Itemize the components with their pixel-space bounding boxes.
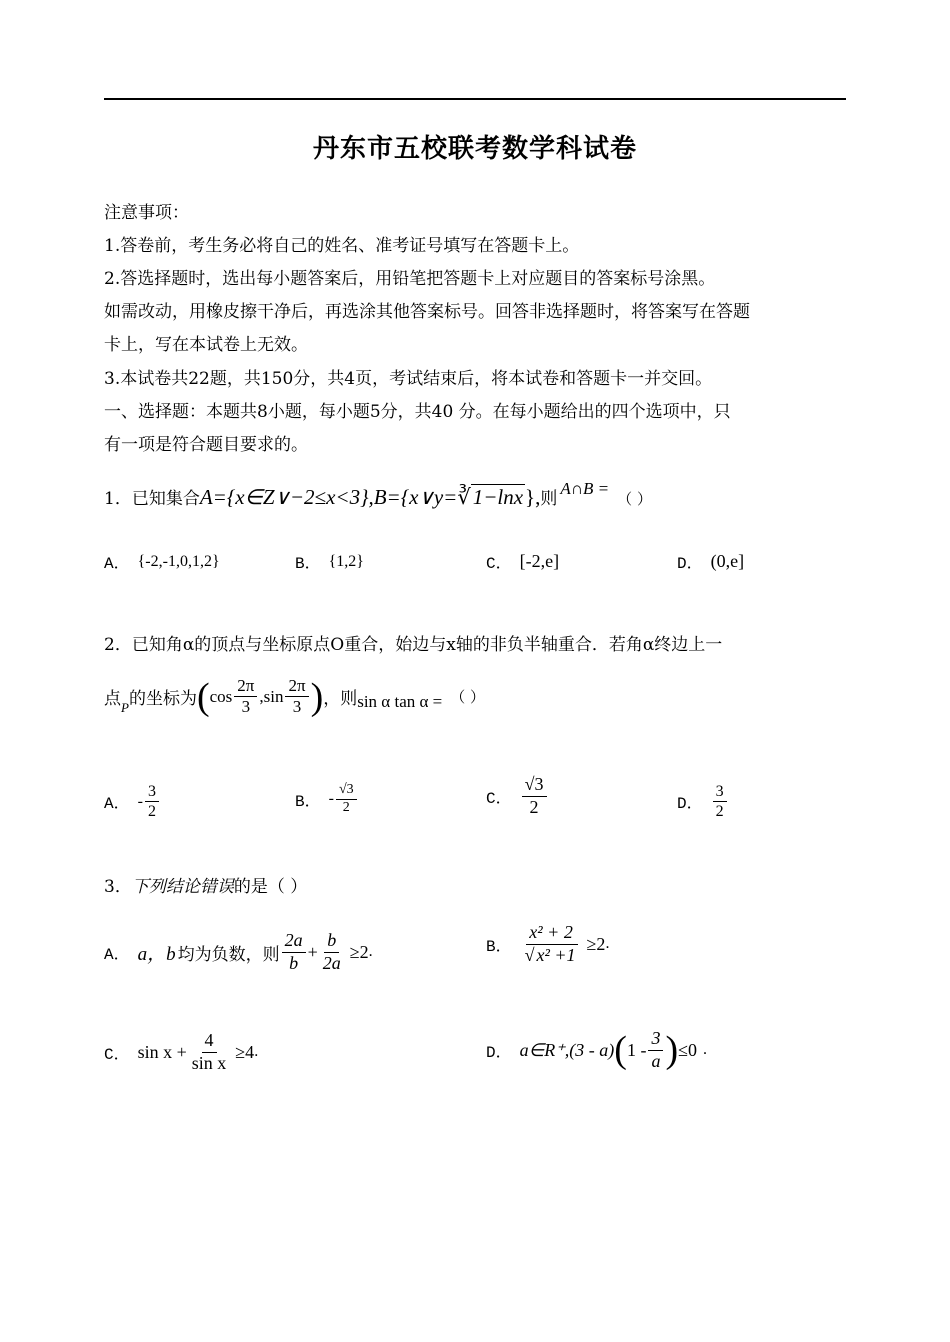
q1-option-d[interactable]: [677, 550, 744, 573]
q3d-inner: 1 -: [626, 1039, 647, 1060]
option-label: D．: [677, 555, 703, 573]
question-2-line-2: [104, 676, 485, 718]
frac-num: 3: [648, 1028, 663, 1051]
q1-root-content: 1−lnx: [472, 485, 524, 509]
frac-num: 2π: [234, 676, 257, 697]
q2-expr: sin α tan α =: [357, 691, 443, 711]
q3-stem: 下列结论错误: [131, 877, 234, 897]
q3-suffix: 的是（ ）: [233, 877, 308, 897]
frac-num: √3: [522, 774, 547, 797]
page-title: 丹东市五校联考数学科试卷: [312, 134, 637, 164]
option-label: A．: [104, 795, 130, 814]
q2-p-text: 的坐标为: [128, 689, 197, 710]
q3a-vars: a，b: [137, 943, 176, 965]
option-label: B．: [295, 555, 321, 573]
q2-frac-1: [234, 676, 257, 718]
question-1: [104, 479, 652, 510]
q3b-frac: [522, 922, 581, 966]
q1-option-c[interactable]: [486, 550, 559, 573]
q1-set-b: ,B={x∨y=: [368, 485, 458, 509]
q1-root-sign: ∛: [457, 485, 471, 509]
frac-den: 2a: [322, 952, 341, 973]
q3c-pre: sin x +: [137, 1041, 187, 1062]
question-3: [104, 872, 307, 897]
q2-p-var: P: [121, 699, 129, 715]
q3a-frac-2: [320, 930, 344, 974]
sqrt-sign: √: [524, 944, 535, 965]
q1-then: 则: [540, 489, 558, 509]
q2-answer-paren: （ ）: [450, 688, 486, 707]
frac-num: √3: [336, 782, 357, 800]
q2-option-d[interactable]: [677, 782, 729, 821]
frac-den: b: [289, 952, 299, 973]
q2-sin: ,sin: [259, 686, 284, 706]
q3a-ge: ≥2: [349, 941, 369, 962]
q3-option-b[interactable]: [486, 922, 609, 966]
q3c-frac: [189, 1030, 230, 1074]
option-label: B．: [295, 792, 321, 811]
q3d-left-paren: (: [614, 1029, 627, 1072]
option-text: (0,e]: [710, 551, 745, 571]
q3a-end: .: [368, 943, 373, 961]
option-sign: -: [328, 790, 334, 808]
q1-close: },: [525, 485, 541, 509]
frac-den: sin x: [191, 1052, 227, 1073]
frac-num: 2a: [282, 930, 306, 953]
note-3: 3.本试卷共22题，共150分，共4页，考试结束后，将本试卷和答题卡一并交回。: [104, 369, 713, 389]
q2-frac-2: [285, 676, 308, 718]
notes-heading: 注意事项：: [104, 203, 189, 223]
q2-option-c[interactable]: [486, 774, 549, 818]
option-sign: -: [137, 792, 143, 810]
frac-num: x² + 2: [526, 922, 576, 945]
q3d-right-paren: ): [665, 1029, 679, 1072]
section-1-intro: 一、选择题：本题共8小题，每小题5分，共40 分。在每小题给出的四个选项中，只: [104, 402, 731, 422]
q2-p-prefix: 点: [104, 689, 121, 710]
note-1: 1.答卷前，考生务必将自己的姓名、准考证号填写在答题卡上。: [104, 236, 580, 256]
q2-then: ，则: [323, 689, 358, 710]
frac-num: 4: [202, 1030, 217, 1053]
q1-option-a[interactable]: [104, 550, 220, 573]
q1-expr: A∩B =: [560, 479, 610, 498]
note-2: 2.答选择题时，选出每小题答案后，用铅笔把答题卡上对应题目的答案标号涂黑。: [104, 269, 716, 289]
option-text: [-2,e]: [519, 551, 560, 571]
option-label: D．: [486, 1043, 512, 1062]
section-1-intro-cont: 有一项是符合题目要求的。: [104, 435, 308, 455]
q3d-le: ≤0: [678, 1039, 697, 1060]
q2-left-paren: (: [196, 675, 210, 718]
q2-option-a[interactable]: [104, 782, 161, 821]
q3b-ge: ≥2: [586, 933, 606, 954]
q1-option-b[interactable]: [295, 550, 364, 573]
frac-num: 3: [713, 782, 727, 802]
option-label: A．: [104, 945, 130, 964]
q3c-end: .: [254, 1043, 259, 1061]
q3-prefix: 3．: [104, 877, 132, 897]
q3a-text: 均为负数，则: [177, 944, 280, 965]
frac-den: [522, 945, 581, 967]
q3c-ge: ≥4: [235, 1041, 255, 1062]
sqrt-content: x² +1: [536, 944, 576, 965]
option-frac: [336, 782, 357, 817]
option-frac: [145, 782, 159, 821]
option-label: A．: [104, 555, 130, 573]
q3b-end: .: [605, 935, 610, 953]
frac-den: 2: [147, 803, 156, 821]
option-frac: [713, 782, 727, 821]
option-label: D．: [677, 795, 703, 814]
q1-set-a: A={x∈Z∨−2≤x<3}: [199, 485, 369, 509]
q2-right-paren: ): [310, 675, 324, 718]
q3-option-a[interactable]: [104, 930, 373, 974]
option-label: C．: [104, 1045, 130, 1064]
q2-option-b[interactable]: [295, 782, 359, 817]
q3-option-d[interactable]: [486, 1028, 707, 1072]
q3d-frac: [648, 1028, 663, 1072]
top-rule: [104, 98, 846, 100]
q3d-pre: a∈R⁺,(3 - a): [519, 1039, 615, 1060]
q2-cos: cos: [209, 686, 233, 706]
q1-answer-paren: （ ）: [617, 490, 652, 508]
frac-den: 2: [342, 799, 350, 815]
option-label: B．: [486, 937, 512, 956]
frac-den: 2: [529, 796, 539, 817]
q3d-end: .: [702, 1041, 707, 1059]
q1-prefix: 1．已知集合: [104, 489, 200, 509]
option-label: C．: [486, 555, 512, 573]
frac-den: 3: [292, 697, 302, 717]
option-text: {-2,-1,0,1,2}: [137, 552, 220, 570]
frac-den: 3: [241, 697, 251, 717]
q3-option-c[interactable]: [104, 1030, 258, 1074]
option-text: {1,2}: [328, 552, 364, 570]
frac-den: 2: [715, 803, 724, 821]
frac-den: a: [651, 1050, 661, 1071]
option-frac: [522, 774, 547, 818]
frac-num: 3: [145, 782, 159, 802]
note-2-cont2: 卡上，写在本试卷上无效。: [104, 335, 308, 355]
q3a-frac-1: [282, 930, 306, 974]
frac-num: b: [324, 930, 339, 953]
q3a-plus: +: [307, 941, 318, 962]
option-label: C．: [486, 789, 512, 808]
question-2-line-1: 2．已知角α的顶点与坐标原点O重合，始边与x轴的非负半轴重合．若角α终边上一: [104, 635, 723, 655]
frac-num: 2π: [285, 676, 308, 697]
note-2-cont: 如需改动，用橡皮擦干净后，再选涂其他答案标号。回答非选择题时，将答案写在答题: [104, 302, 750, 322]
